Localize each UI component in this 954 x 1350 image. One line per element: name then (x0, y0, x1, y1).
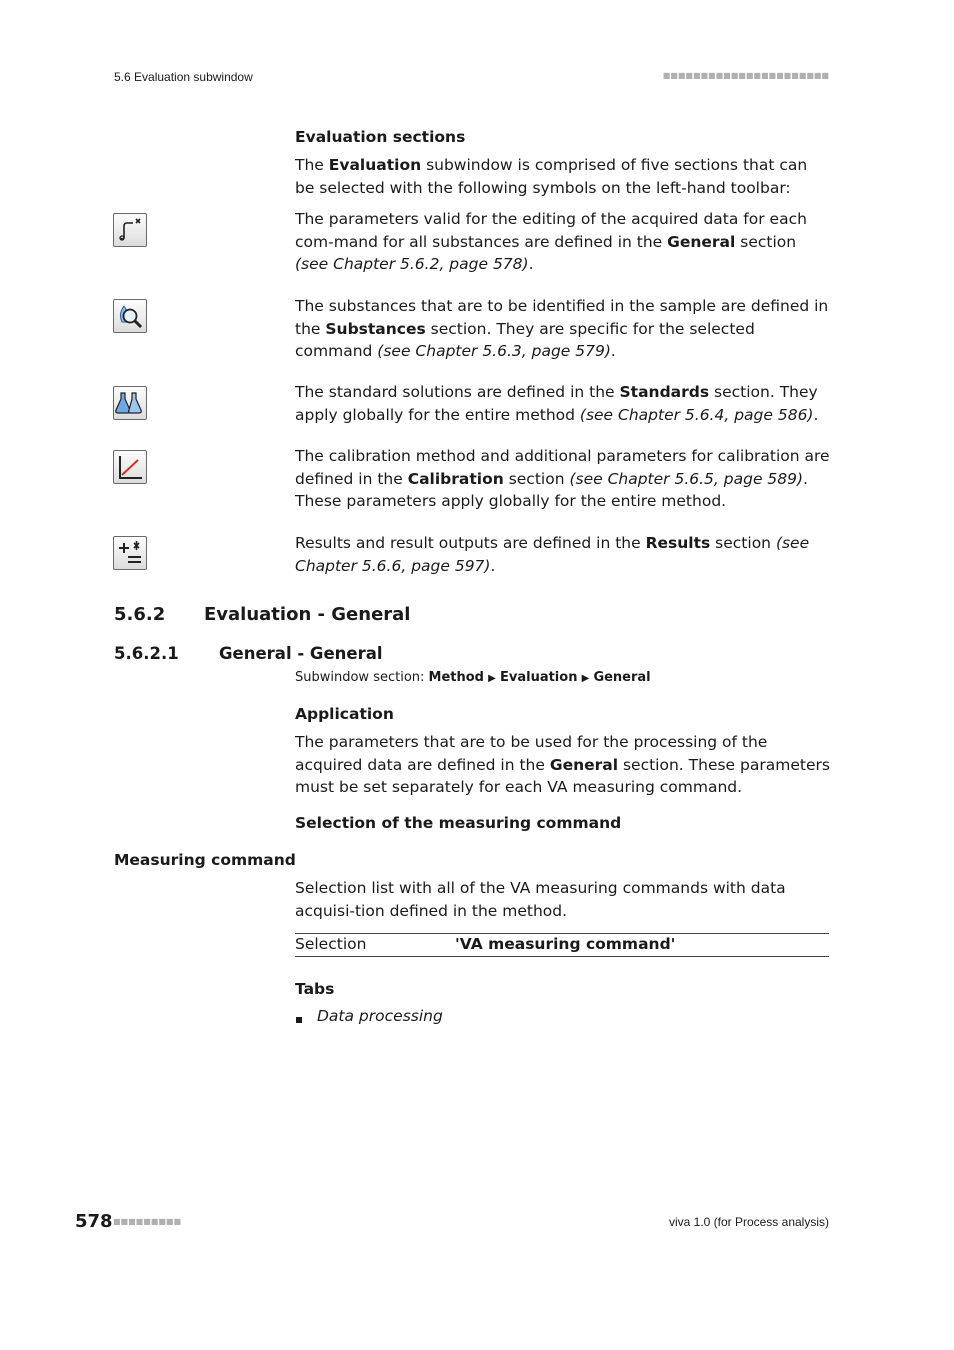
section-heading-5-6-2: 5.6.2 Evaluation - General (114, 604, 411, 625)
selection-heading: Selection of the measuring command (295, 814, 622, 832)
substances-chapter-link[interactable]: (see Chapter 5.6.3, page 579) (377, 342, 611, 361)
selection-value: 'VA measuring command' (455, 935, 676, 953)
section-heading-5-6-2-1: 5.6.2.1 General - General (114, 644, 383, 663)
page-number: 578 (75, 1211, 113, 1232)
footer-product: viva 1.0 (for Process analysis) (668, 1215, 829, 1229)
running-header-section: 5.6 Evaluation subwindow (114, 70, 253, 84)
standards-flasks-icon (113, 386, 147, 420)
application-text: The parameters that are to be used for the processing of the acquired data are defined in the General section. These parameters must be set separately for each VA measuring command. (295, 733, 830, 797)
results-chapter-link[interactable]: (see Chapter 5.6.6, page 597) (295, 534, 810, 575)
calibration-chapter-link[interactable]: (see Chapter 5.6.5, page 589) (569, 469, 804, 488)
calibration-curve-icon (113, 450, 147, 484)
selection-table (295, 933, 829, 957)
standards-chapter-link[interactable]: (see Chapter 5.6.4, page 586) (579, 405, 814, 424)
general-curve-icon (113, 213, 147, 247)
header-decoration-dots: ■■■■■■■■■■■■■■■■■■■■■■ (662, 71, 829, 80)
evaluation-sections-intro: The Evaluation subwindow is comprised of five sections that can be selected with the following symbols on the left-hand toolbar: (295, 156, 808, 197)
general-section-description: The parameters valid for the editing of the acquired data for each com-mand for all substances are defined in the General section (see Chapter 5.6.2, page 578). (295, 210, 807, 274)
application-heading: Application (295, 705, 394, 723)
calibration-section-description: The calibration method and additional parameters for calibration are defined in the Calibration section (see Chapter 5.6.5, page 589). These parameters apply globally for the entire method. (295, 447, 830, 511)
general-chapter-link[interactable]: (see Chapter 5.6.2, page 578) (295, 255, 529, 274)
substance-search-icon (113, 299, 147, 333)
footer-decoration-dots: ■■■■■■■■■ (113, 1217, 182, 1226)
standards-section-description: The standard solutions are defined in the Standards section. They apply globally for the entire method (see Chapter 5.6.4, page 586). (295, 383, 819, 424)
results-section-description: Results and result outputs are defined in the Results section (see Chapter 5.6.6, page 597). (295, 534, 810, 575)
bullet-icon (296, 1017, 302, 1023)
breadcrumb: Subwindow section: Method ▶ Evaluation ▶ General (295, 670, 651, 685)
tab-data-processing[interactable]: Data processing (317, 1007, 443, 1025)
substances-section-description: The substances that are to be identified in the sample are defined in the Substances section. They are specific for the selected command (see Chapter 5.6.3, page 579). (295, 297, 829, 361)
tabs-heading: Tabs (295, 980, 335, 998)
measuring-command-description: Selection list with all of the VA measuring commands with data acquisi-tion defined in the method. (295, 879, 786, 920)
selection-key: Selection (295, 935, 367, 953)
measuring-command-label: Measuring command (114, 851, 296, 869)
evaluation-sections-heading: Evaluation sections (295, 128, 466, 146)
results-icon (113, 536, 147, 570)
